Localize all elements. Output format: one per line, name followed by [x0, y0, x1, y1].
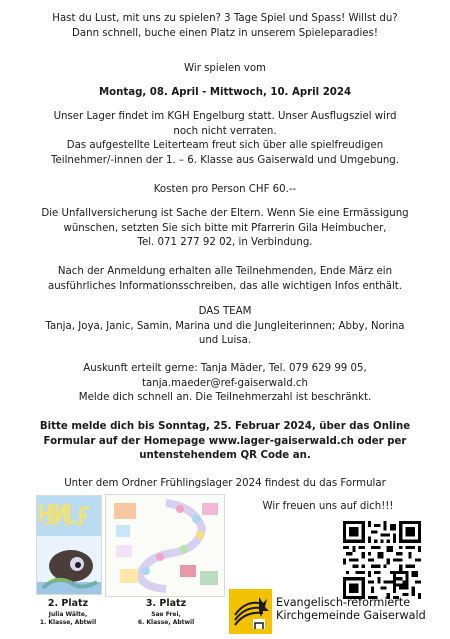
contact-email[interactable]: tanja.maeder@ref-gaiserwald.ch — [142, 377, 308, 389]
folder-note: Unter dem Ordner Frühlingslager 2024 findest du das Formular — [64, 478, 386, 489]
cost-text: Kosten pro Person CHF 60.-- — [153, 184, 297, 195]
intro-text: Hast du Lust, mit uns zu spielen? 3 Tage Spiel und Spass! Willst du? Dann schnell, buche einen Platz in unserem Spieleparadies! — [52, 13, 398, 39]
contact-text: Auskunft erteilt gerne: Tanja Mäder, Tel. 079 629 99 05, tanja.maeder@ref-gaiserwald.ch Melde dich schnell an. Die Teilnehmerzahl ist beschränkt. — [14, 362, 436, 406]
schedule-label: Wir spielen vom — [184, 63, 266, 74]
homepage-link[interactable]: Formular auf der Homepage www.lager-gaiserwald.ch oder per — [43, 435, 407, 447]
insurance-text: Die Unfallversicherung ist Sache der Eltern. Wenn Sie eine Ermässigung wünschen, setzten Sie sich bitte mit Pfarrerin Gila Heimbucher, Tel. 071 277 92 02, in Verbindung. — [41, 208, 409, 248]
drawing-third-image — [106, 495, 224, 596]
location-text: Unser Lager findet im KGH Engelburg statt. Unser Ausflugsziel wird noch nicht verraten. Das aufgestellte Leiterteam freut sich über alle spielfreudigen Teilnehmer/-innen der 1. – 6. Klasse aus Gaiserwald und Umgebung. — [51, 111, 399, 166]
closing-text: Wir freuen uns auf dich!!! — [262, 501, 394, 512]
signup-text: Bitte melde dich bis Sonntag, 25. Februar 2024, über das Online Formular auf der Homepage www.lager-gaiserwald.ch oder per untenstehendem QR Code an. — [14, 420, 436, 464]
prize-third-place: 3. Platz — [145, 598, 187, 609]
church-logo-icon — [229, 589, 272, 634]
drawing-second-image — [37, 496, 101, 594]
info-text: Nach der Anmeldung erhalten alle Teilnehmenden, Ende März ein ausführliches Informationsschreiben, das alle wichtigen Infos enthält. — [47, 266, 403, 292]
schedule-dates: Montag, 08. April - Mittwoch, 10. April 2024 — [98, 87, 352, 98]
qr-code-icon[interactable] — [343, 521, 421, 599]
team-heading: DAS TEAM — [198, 306, 252, 317]
drawing-third-place — [105, 494, 225, 597]
prize-second-details: Julia Wälte, 1. Klasse, Abtwil — [39, 611, 97, 626]
church-name: Evangelisch-reformierte Kirchgemeinde Gaiserwald — [276, 596, 426, 622]
prize-third-details: Sae Frei, 6. Klasse, Abtwil — [137, 611, 195, 626]
drawing-second-place — [36, 495, 102, 595]
prize-second-place: 2. Platz — [47, 598, 89, 609]
team-section: DAS TEAM Tanja, Joya, Janic, Samin, Marina und die Jungleiterinnen; Abby, Norina und Luisa. — [14, 305, 436, 349]
